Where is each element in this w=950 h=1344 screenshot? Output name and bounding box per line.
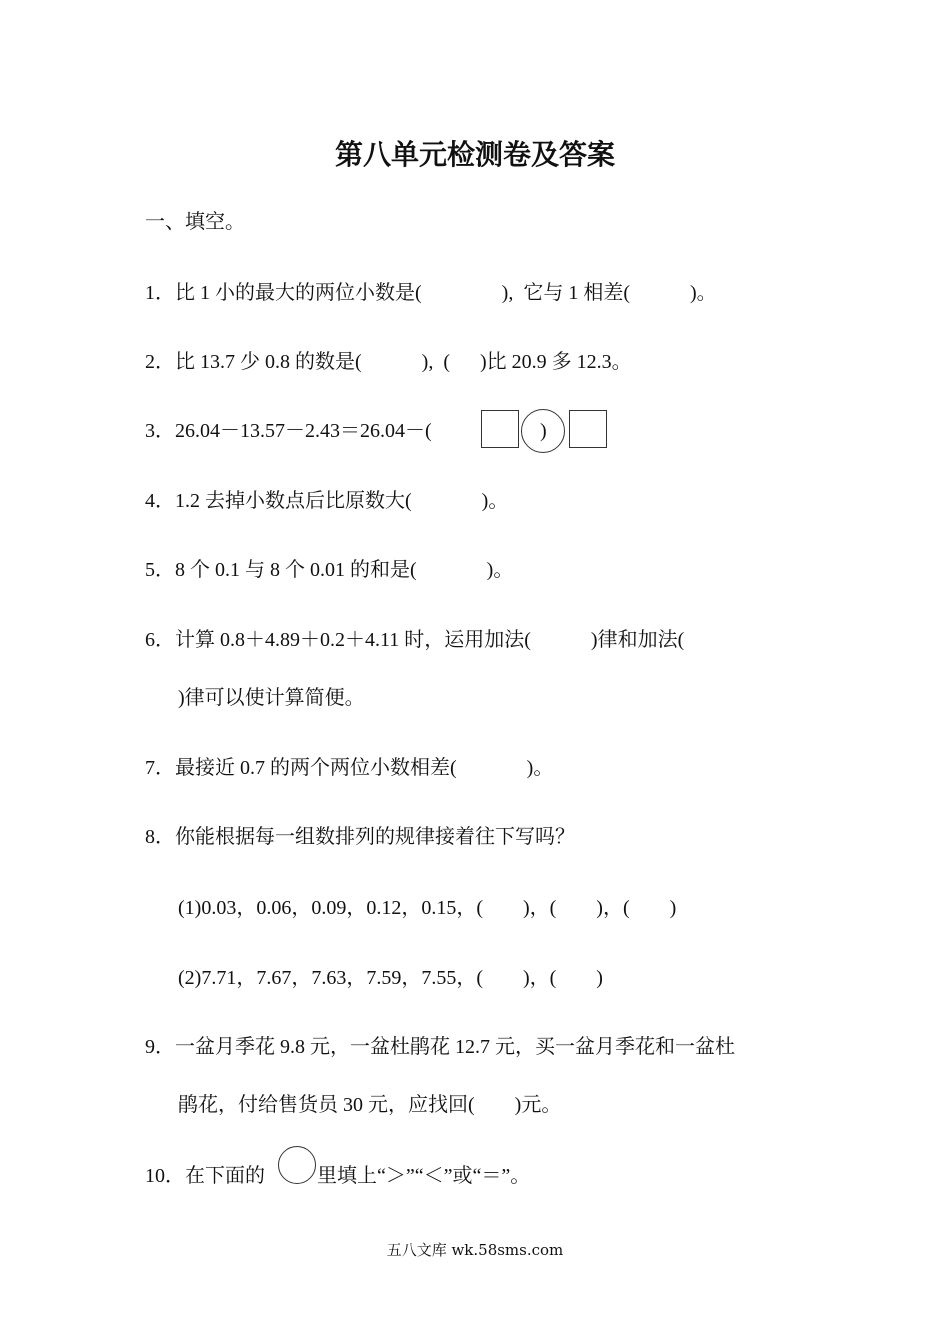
question-8-sub-2: (2)7.71，7.67，7.63，7.59，7.55，( )，( ) [178, 967, 603, 989]
question-9-line-1: 9．一盆月季花 9.8 元，一盆杜鹃花 12.7 元，买一盆月季花和一盆杜 [145, 1036, 735, 1058]
answer-square-left [481, 410, 519, 448]
question-3-text: 3．26.04－13.57－2.43＝26.04－( [145, 420, 432, 442]
compare-circle [278, 1146, 316, 1184]
question-3-paren-close: ) [540, 420, 547, 442]
question-8-sub-1: (1)0.03，0.06，0.09，0.12，0.15，( )，( )，( ) [178, 897, 677, 919]
section-heading: 一、填空。 [145, 211, 245, 233]
question-10-prefix: 10．在下面的 [145, 1165, 265, 1187]
footer-watermark: 五八文库 wk.58sms.com [386, 1241, 564, 1259]
question-9-line-2: 鹃花，付给售货员 30 元，应找回( )元。 [178, 1094, 562, 1116]
question-6-line-1: 6．计算 0.8＋4.89＋0.2＋4.11 时，运用加法( )律和加法( [145, 629, 685, 651]
question-7: 7．最接近 0.7 的两个两位小数相差( )。 [145, 757, 554, 779]
question-4: 4．1.2 去掉小数点后比原数大( )。 [145, 490, 509, 512]
question-5: 5．8 个 0.1 与 8 个 0.01 的和是( )。 [145, 559, 514, 581]
question-6-line-2: )律可以使计算简便。 [178, 687, 365, 709]
question-10-suffix: 里填上“＞”“＜”或“＝”。 [317, 1165, 531, 1187]
question-8: 8．你能根据每一组数排列的规律接着往下写吗？ [145, 826, 575, 848]
answer-square-right [569, 410, 607, 448]
question-2: 2．比 13.7 少 0.8 的数是( ), ( )比 20.9 多 12.3。 [145, 351, 632, 373]
page-title: 第八单元检测卷及答案 [334, 138, 615, 171]
question-1: 1．比 1 小的最大的两位小数是( ), 它与 1 相差( )。 [145, 282, 717, 304]
